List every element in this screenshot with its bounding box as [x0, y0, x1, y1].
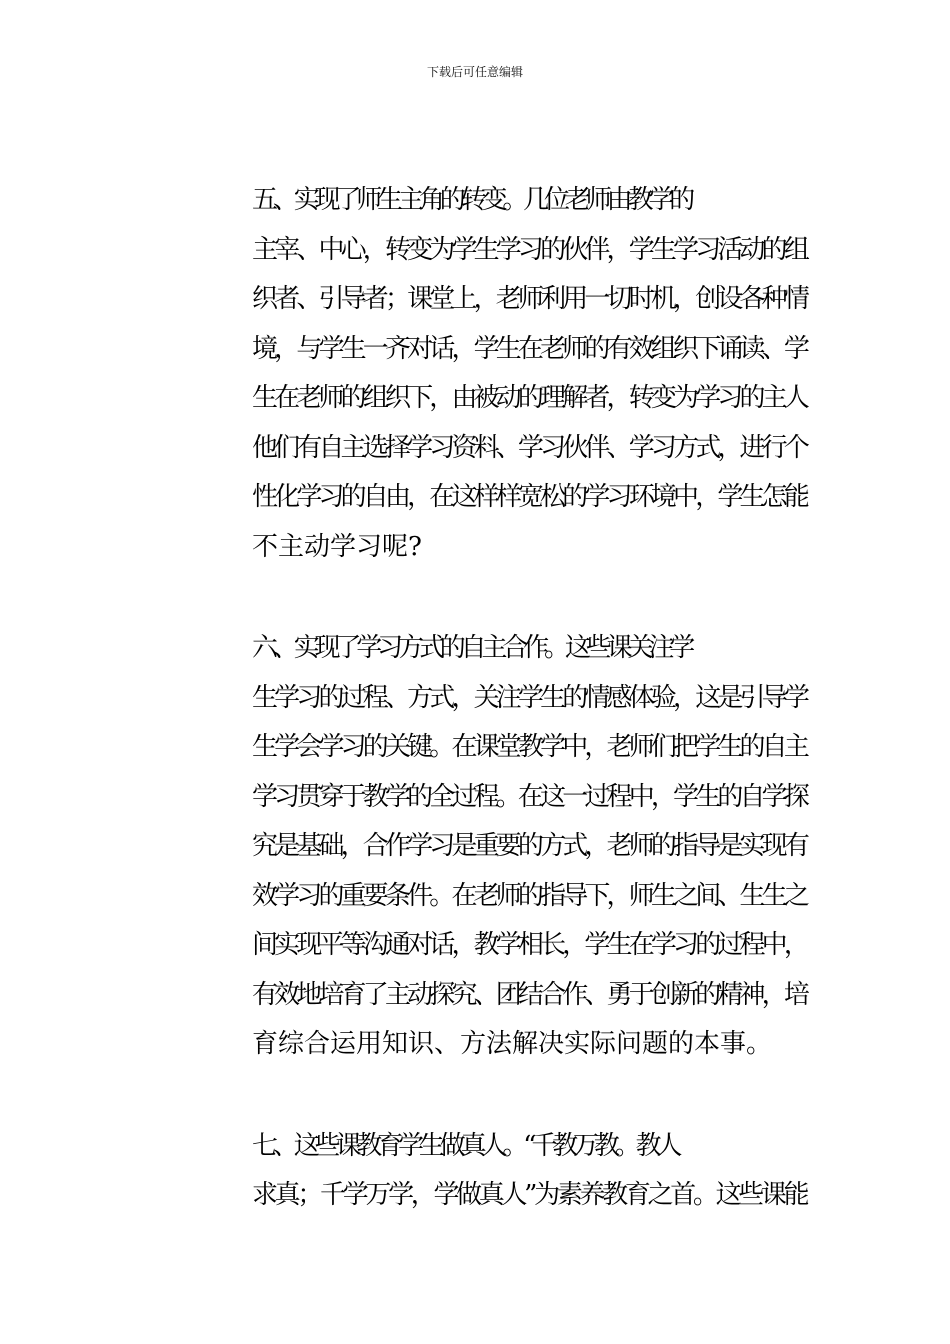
- text-line: 七、这些课教育学生做真人。“千教万教。教人: [252, 1130, 678, 1161]
- page-header: 下载后可任意编辑: [426, 65, 523, 79]
- document-body: [144, 176, 806, 1273]
- paragraph-six: [144, 624, 806, 1070]
- text-line: 有效地培育了主动探究、团结合作、勇于创新的精神，培: [252, 979, 807, 1010]
- text-line: 究是基础，合作学习是重要的方式，老师的指导是实现有: [252, 831, 807, 861]
- paragraph-five: [144, 176, 806, 572]
- text-line: 间实现平等沟通对话，教学相长，学生在学习的过程中，: [252, 930, 807, 960]
- text-line: 境，与学生一齐对话，学生在老师的有效组织下诵读、学: [252, 333, 807, 364]
- text-line: 性化学习的自由，在这样样宽松的学习环境中，学生怎能: [252, 482, 807, 512]
- text-line: 六、实现了学习方式的自主合作。这些课关注学: [252, 633, 691, 663]
- text-line: 不主动学习呢?: [252, 531, 422, 562]
- paragraph-seven: [144, 1122, 806, 1221]
- text-line: 求真；千学万学，学做真人”为素养教育之首。这些课能: [252, 1180, 807, 1210]
- text-line: 生在老师的组织下，由被动的理解者，转变为学习的主人: [252, 383, 807, 413]
- text-line: 生学会学习的关键。在课堂教学中，老师们把学生的自主: [252, 732, 807, 762]
- text-line: 生学习的过程、方式，关注学生的情感体验，这是引导学: [252, 682, 807, 713]
- text-line: 效学习的重要条件。在老师的指导下，师生之间、生生之: [252, 880, 807, 911]
- text-line: 主宰、中心，转变为学生学习的伙伴，学生学习活动的组: [252, 234, 807, 265]
- text-line: 学习贯穿于教学的全过程。在这一过程中，学生的自学探: [252, 781, 807, 812]
- text-line: 五、实现了师生主角的转变。几位老师由教学的: [252, 185, 691, 215]
- text-line: 育综合运用知识、方法解决实际问题的本事。: [252, 1029, 773, 1059]
- text-line: 织者、引导者；课堂上，老师利用一切时机，创设各种情: [252, 284, 807, 314]
- text-line: 他们有自主选择学习资料、学习伙伴、学习方式，进行个: [252, 432, 807, 463]
